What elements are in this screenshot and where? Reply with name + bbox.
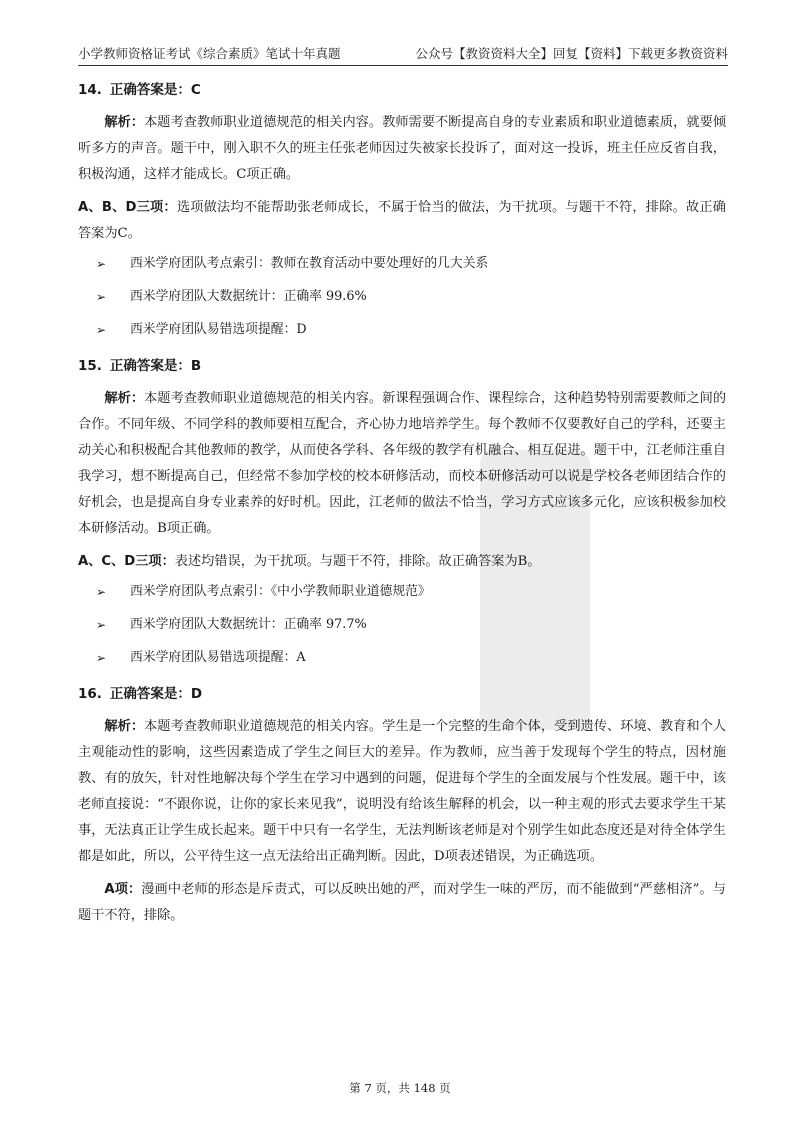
note-item: ➢ 西米学府团队考点索引：《中小学教师职业道德规范》	[78, 582, 726, 602]
analysis-paragraph: 解析：本题考查教师职业道德规范的相关内容。教师需要不断提高自身的专业素质和职业道德素质，就要倾听多方的声音。题干中，刚入职不久的班主任张老师因过失被家长投诉了，面对这一投诉，班主任应反省自我，积极沟通，这样才能成长。C项正确。	[78, 115, 727, 182]
options-paragraph: A、C、D三项：表述均错误，为干扰项。与题干不符，排除。故正确答案为B。	[78, 554, 541, 569]
question-block	[78, 354, 726, 668]
arrow-bullet-icon: ➢	[96, 618, 107, 632]
options-paragraph: A项：漫画中老师的形态是斥责式，可以反映出她的严，而对学生一味的严厉，而不能做到“严慈相济”。与题干不符，排除。	[78, 882, 726, 923]
note-list	[78, 254, 726, 340]
arrow-bullet-icon: ➢	[96, 651, 107, 665]
note-item: ➢ 西米学府团队考点索引：教师在教育活动中要处理好的几大关系	[78, 254, 726, 274]
question-number: 15.	[78, 358, 102, 374]
note-item: ➢ 西米学府团队易错选项提醒：A	[78, 648, 726, 668]
question-number: 16.	[78, 686, 102, 702]
arrow-bullet-icon: ➢	[96, 585, 107, 599]
header-title: 小学教师资格证考试《综合素质》笔试十年真题	[78, 46, 341, 61]
analysis-paragraph: 解析：本题考查教师职业道德规范的相关内容。学生是一个完整的生命个体，受到遗传、环境、教育和个人主观能动性的影响，这些因素造成了学生之间巨大的差异。作为教师，应当善于发现每个学生的特点，因材施教、有的放矢，针对性地解决每个学生在学习中遇到的问题，促进每个学生的全面发展与个性发展。题干中，该老师直接说：“不跟你说，让你的家长来见我”，说明没有给该生解释的机会，以一种主观的形式去要求学生干某事，无法真正让学生成长起来。题干中只有一名学生，无法判断该老师是对个别学生如此态度还是对待全体学生都是如此，所以，公平待生这一点无法给出正确判断。因此，D项表述错误，为正确选项。	[78, 719, 727, 864]
note-item: ➢ 西米学府团队大数据统计：正确率 99.6%	[78, 287, 726, 307]
answer-heading	[78, 682, 726, 702]
header-promo: 公众号【教资资料大全】回复【资料】下载更多教资资料	[415, 46, 728, 61]
answer-heading	[78, 354, 726, 374]
document-body	[78, 78, 726, 936]
page-number: 第 7 页，共 148 页	[349, 1081, 451, 1095]
answer-label: 正确答案是：C	[109, 82, 201, 98]
note-item: ➢ 西米学府团队大数据统计：正确率 97.7%	[78, 615, 726, 635]
question-block	[78, 78, 726, 340]
options-paragraph: A、B、D三项：选项做法均不能帮助张老师成长，不属于恰当的做法，为干扰项。与题干不符，排除。故正确答案为C。	[78, 200, 726, 241]
arrow-bullet-icon: ➢	[96, 257, 107, 271]
answer-heading	[78, 78, 726, 98]
page-header	[78, 40, 728, 66]
arrow-bullet-icon: ➢	[96, 290, 107, 304]
arrow-bullet-icon: ➢	[96, 323, 107, 337]
note-list	[78, 582, 726, 668]
analysis-paragraph: 解析：本题考查教师职业道德规范的相关内容。新课程强调合作、课程综合，这种趋势特别需要教师之间的合作。不同年级、不同学科的教师要相互配合，齐心协力地培养学生。每个教师不仅要教好自己的学科，还要主动关心和积极配合其他教师的教学，从而使各学科、各年级的教学有机融合、相互促进。题干中，江老师注重自我学习，想不断提高自己，但经常不参加学校的校本研修活动，而校本研修活动可以说是学校各老师团结合作的好机会，也是提高自身专业素养的好时机。因此，江老师的做法不恰当，学习方式应该多元化，应该积极参加校本研修活动。B项正确。	[78, 391, 727, 536]
answer-label: 正确答案是：B	[109, 358, 202, 374]
note-item: ➢ 西米学府团队易错选项提醒：D	[78, 320, 726, 340]
answer-label: 正确答案是：D	[109, 686, 203, 702]
question-number: 14.	[78, 82, 102, 98]
question-block	[78, 682, 726, 929]
